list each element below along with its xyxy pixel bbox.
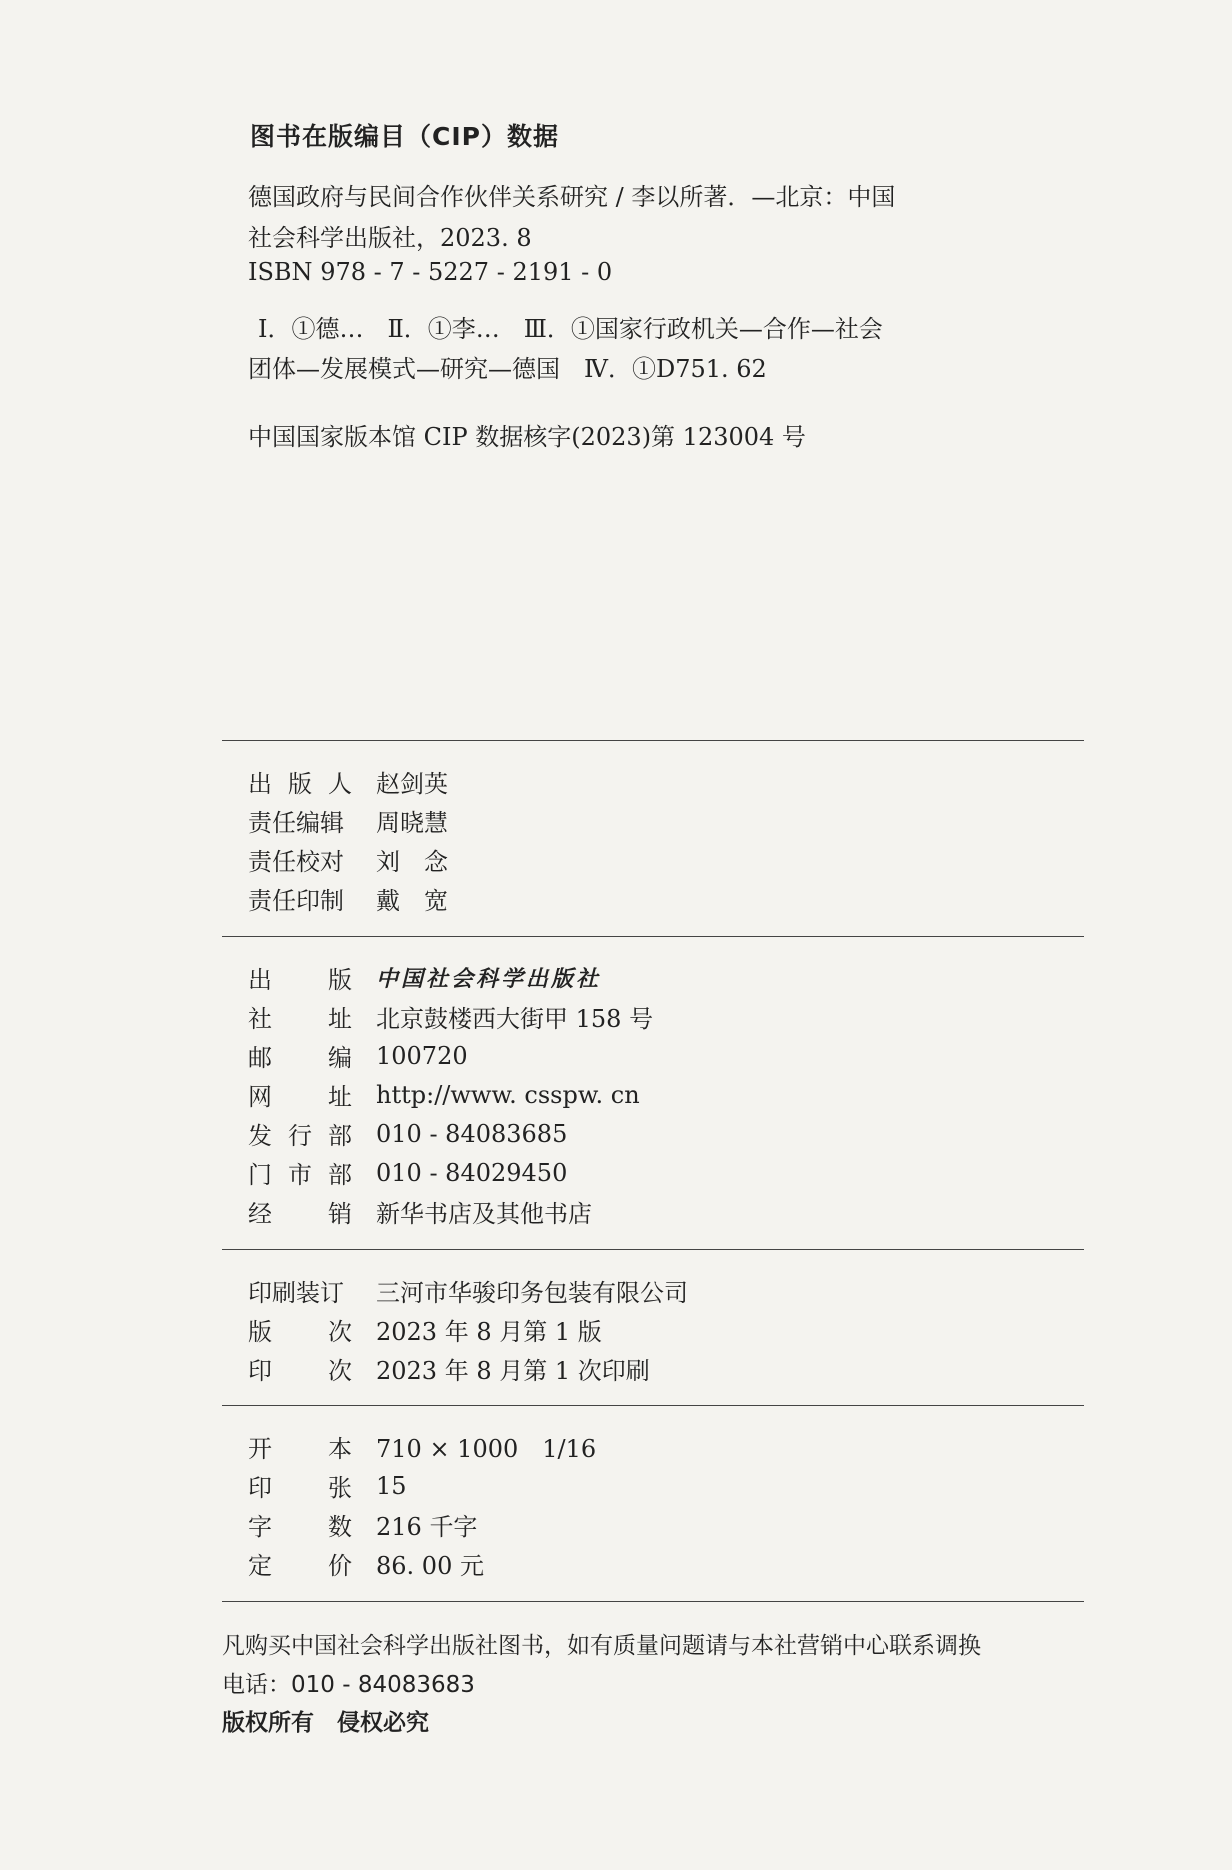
info-label: [248, 999, 352, 1034]
info-label-char: 次: [328, 1318, 352, 1346]
info-label: [248, 1429, 352, 1464]
info-label-char: 责任印制: [248, 887, 344, 915]
divider: [222, 1405, 1084, 1406]
info-label-char: 版: [288, 770, 312, 798]
info-value: 周晓慧: [376, 809, 448, 837]
info-row: [248, 1036, 653, 1075]
info-label-char: 数: [328, 1513, 352, 1541]
cip-classification-line: Ⅰ．①德… Ⅱ．①李… Ⅲ．①国家行政机关—合作—社会: [258, 315, 883, 343]
info-label-char: 次: [328, 1357, 352, 1385]
info-label: [248, 1273, 352, 1308]
info-value: http://www. csspw. cn: [376, 1080, 640, 1109]
info-row: [248, 801, 448, 840]
info-label-char: 印: [248, 1357, 272, 1385]
info-label-char: 张: [328, 1474, 352, 1502]
info-value: 戴 宽: [376, 887, 448, 915]
info-label-char: 人: [328, 770, 352, 798]
info-label-char: 经: [248, 1200, 272, 1228]
info-value: 86. 00 元: [376, 1552, 484, 1580]
cip-publisher-line: 社会科学出版社，2023. 8: [248, 224, 532, 252]
info-label-char: 网: [248, 1083, 272, 1111]
info-label-char: 门: [248, 1161, 272, 1189]
info-label: [248, 1077, 352, 1112]
info-label-char: 版: [328, 966, 352, 994]
printing-block: [248, 1271, 688, 1388]
info-label: [248, 1038, 352, 1073]
info-row: [248, 1192, 653, 1231]
info-row: [248, 1505, 596, 1544]
info-label: [248, 764, 352, 799]
info-label-char: 市: [288, 1161, 312, 1189]
info-label-char: 字: [248, 1513, 272, 1541]
info-row: [248, 1544, 596, 1583]
info-label-char: 发: [248, 1122, 272, 1150]
info-label-char: 行: [288, 1122, 312, 1150]
copyright-notice: 版权所有 侵权必究: [222, 1710, 429, 1736]
info-label-char: 部: [328, 1122, 352, 1150]
info-label-char: 址: [328, 1005, 352, 1033]
info-value: 赵剑英: [376, 770, 448, 798]
info-value: 010 - 84029450: [376, 1158, 568, 1187]
info-label-char: 价: [328, 1552, 352, 1580]
info-row: [248, 997, 653, 1036]
cip-isbn: ISBN 978 - 7 - 5227 - 2191 - 0: [248, 258, 613, 286]
info-value: 刘 念: [376, 848, 448, 876]
info-label-char: 版: [248, 1318, 272, 1346]
info-row: [248, 1466, 596, 1505]
info-value: 216 千字: [376, 1513, 478, 1541]
info-label: [248, 1116, 352, 1151]
info-row: [248, 1271, 688, 1310]
info-label: [248, 960, 352, 995]
cip-classification-line-2: 团体—发展模式—研究—德国 Ⅳ．①D751. 62: [248, 355, 767, 383]
divider: [222, 1601, 1084, 1602]
cip-record-number: 中国国家版本馆 CIP 数据核字(2023)第 123004 号: [248, 423, 806, 451]
staff-block: [248, 762, 448, 918]
info-value: 2023 年 8 月第 1 次印刷: [376, 1357, 650, 1385]
info-row: [248, 1114, 653, 1153]
info-row: [248, 762, 448, 801]
info-label: [248, 1546, 352, 1581]
info-label-char: 部: [328, 1161, 352, 1189]
info-label: [248, 1155, 352, 1190]
info-value: 中国社会科学出版社: [376, 966, 602, 992]
info-label: [248, 1507, 352, 1542]
info-label-char: 责任校对: [248, 848, 344, 876]
info-row: [248, 1310, 688, 1349]
info-label-char: 出: [248, 966, 272, 994]
divider: [222, 936, 1084, 937]
info-value: 710 × 1000 1/16: [376, 1435, 597, 1463]
publisher-block: [248, 958, 653, 1231]
info-label-char: 定: [248, 1552, 272, 1580]
info-row: [248, 958, 653, 997]
info-row: [248, 1427, 596, 1466]
divider: [222, 740, 1084, 741]
info-row: [248, 879, 448, 918]
info-label: [248, 881, 352, 916]
info-label: [248, 1351, 352, 1386]
specs-block: [248, 1427, 596, 1583]
info-label-char: 出: [248, 770, 272, 798]
info-row: [248, 1349, 688, 1388]
info-label: [248, 1194, 352, 1229]
info-value: 010 - 84083685: [376, 1119, 568, 1148]
info-row: [248, 1153, 653, 1192]
info-value: 2023 年 8 月第 1 版: [376, 1318, 602, 1346]
quality-notice: 凡购买中国社会科学出版社图书，如有质量问题请与本社营销中心联系调换: [222, 1633, 981, 1659]
info-row: [248, 840, 448, 879]
info-value: 新华书店及其他书店: [376, 1200, 592, 1228]
info-label-char: 社: [248, 1005, 272, 1033]
info-row: [248, 1075, 653, 1114]
info-label-char: 责任编辑: [248, 809, 344, 837]
divider: [222, 1249, 1084, 1250]
info-value: 100720: [376, 1041, 468, 1070]
info-label-char: 印刷装订: [248, 1279, 344, 1307]
info-value: 15: [376, 1471, 407, 1500]
info-label-char: 销: [328, 1200, 352, 1228]
contact-phone: 电话：010 - 84083683: [222, 1672, 475, 1698]
info-label: [248, 842, 352, 877]
info-label-char: 印: [248, 1474, 272, 1502]
info-value: 北京鼓楼西大街甲 158 号: [376, 1005, 654, 1033]
cip-heading: 图书在版编目（CIP）数据: [250, 122, 559, 151]
info-value: 三河市华骏印务包装有限公司: [376, 1279, 688, 1307]
info-label: [248, 1312, 352, 1347]
info-label-char: 本: [328, 1435, 352, 1463]
info-label-char: 编: [328, 1044, 352, 1072]
info-label-char: 邮: [248, 1044, 272, 1072]
cip-title-line: 德国政府与民间合作伙伴关系研究 / 李以所著．—北京：中国: [248, 183, 896, 211]
info-label-char: 开: [248, 1435, 272, 1463]
info-label: [248, 803, 352, 838]
info-label-char: 址: [328, 1083, 352, 1111]
info-label: [248, 1468, 352, 1503]
